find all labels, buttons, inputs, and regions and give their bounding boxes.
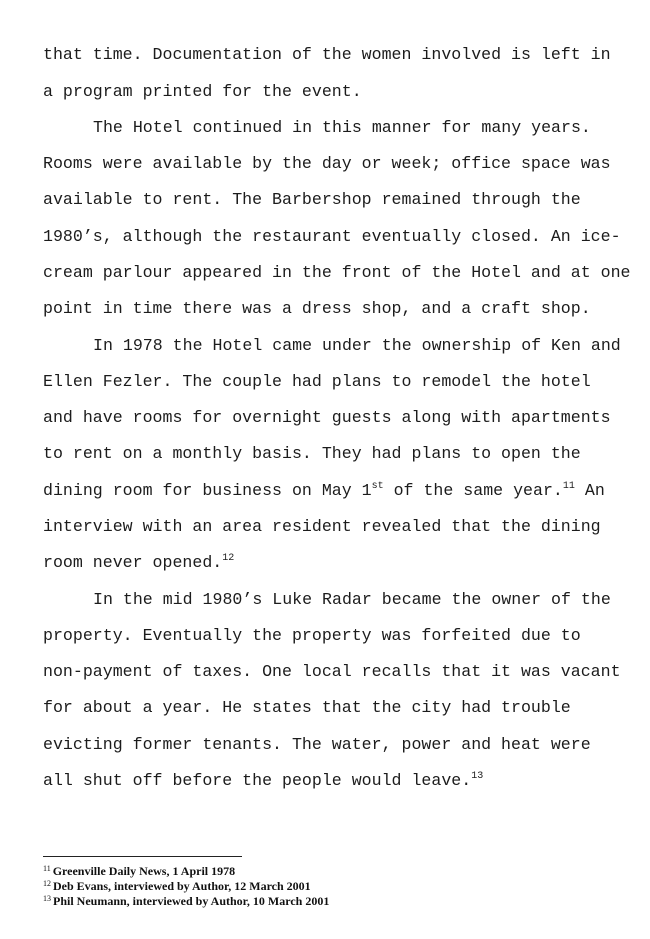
footnote-text: Phil Neumann, interviewed by Author, 10 March 2001 <box>53 894 330 908</box>
superscript-st: st <box>371 481 384 492</box>
body-line <box>43 553 234 573</box>
body-text: room never opened. <box>43 553 223 572</box>
body-line: to rent on a monthly basis. They had plans to open the <box>43 444 581 463</box>
footnote-12 <box>43 879 311 893</box>
footnote-ref-11: 11 <box>562 481 575 492</box>
footnote-divider <box>43 856 242 857</box>
body-line: non-payment of taxes. One local recalls that it was vacant <box>43 662 621 681</box>
footnote-ref-12: 12 <box>222 553 235 564</box>
footnote-13 <box>43 894 329 908</box>
body-line <box>43 481 605 501</box>
body-line: for about a year. He states that the city had trouble <box>43 698 571 717</box>
body-text: An <box>574 481 605 500</box>
footnote-11 <box>43 864 235 878</box>
body-text: dining room for business on May 1 <box>43 481 372 500</box>
body-text: of the same year. <box>383 481 563 500</box>
footnote-text: Greenville Daily News, 1 April 1978 <box>52 864 236 878</box>
footnote-number: 11 <box>43 864 51 873</box>
body-line: The Hotel continued in this manner for many years. <box>93 118 591 137</box>
body-line: In the mid 1980’s Luke Radar became the owner of the <box>93 590 611 609</box>
body-line: 1980’s, although the restaurant eventually closed. An ice- <box>43 227 621 246</box>
body-line: that time. Documentation of the women involved is left in <box>43 45 611 64</box>
body-line: a program printed for the event. <box>43 82 362 101</box>
body-text: all shut off before the people would leave. <box>43 771 472 790</box>
body-line: Ellen Fezler. The couple had plans to remodel the hotel <box>43 372 591 391</box>
body-line: and have rooms for overnight guests along with apartments <box>43 408 611 427</box>
body-line: evicting former tenants. The water, power and heat were <box>43 735 591 754</box>
body-line: In 1978 the Hotel came under the ownership of Ken and <box>93 336 621 355</box>
footnote-number: 13 <box>43 894 51 903</box>
footnote-ref-13: 13 <box>471 771 484 782</box>
body-line: property. Eventually the property was forfeited due to <box>43 626 581 645</box>
footnote-text: Deb Evans, interviewed by Author, 12 March 2001 <box>53 879 311 893</box>
body-line <box>43 771 483 791</box>
body-line: available to rent. The Barbershop remained through the <box>43 190 581 209</box>
body-line: point in time there was a dress shop, and a craft shop. <box>43 299 591 318</box>
body-line: cream parlour appeared in the front of the Hotel and at one <box>43 263 631 282</box>
footnote-number: 12 <box>43 879 51 888</box>
body-line: Rooms were available by the day or week; office space was <box>43 154 611 173</box>
body-line: interview with an area resident revealed that the dining <box>43 517 601 536</box>
